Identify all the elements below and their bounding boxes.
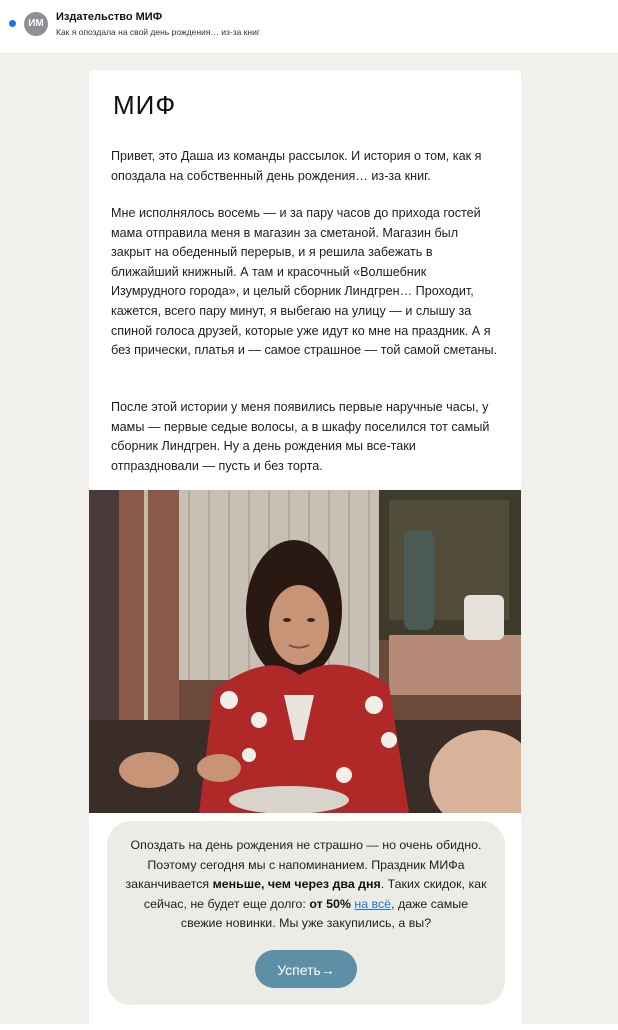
sender-name[interactable]: Издательство МИФ	[56, 11, 163, 23]
story-paragraph: Мне исполнялось восемь — и за пару часов до прихода гостей мама отправила меня в магазин за сметаной. Магазин был закрыт на обеденный перерыв, и я решила забежать в ближайший книжный. А там и красочный «Волшебник Изумрудного города», и целый сборник Линдгрен… Проходит, кажется, всего пару минут, я выбегаю на улицу — и слышу за спиной голоса друзей, которые уже идут ко мне на праздник. А я без прически, платья и — самое страшное — той самой сметаны.	[111, 206, 498, 358]
email-subject: Как я опоздала на свой день рождения… из-за книг	[56, 27, 260, 37]
promo-deadline: меньше, чем через два дня	[212, 877, 381, 891]
all-items-link[interactable]: на всё	[354, 896, 392, 911]
promo-discount: от 50%	[309, 896, 351, 911]
intro-paragraph: Привет, это Даша из команды рассылок. И история о том, как я опоздала на собственный день рождения… из-за книг.	[111, 149, 482, 183]
email-header	[0, 0, 618, 54]
childhood-photo	[89, 490, 521, 813]
promo-block	[107, 821, 505, 1005]
sender-avatar: ИМ	[24, 12, 48, 36]
hurry-button[interactable]: Успеть→	[255, 950, 357, 988]
unread-indicator	[9, 20, 16, 27]
email-card	[89, 70, 521, 1030]
promo-text: Опоздать на день рождения не страшно — но очень обидно. Поэтому сегодня мы с напоминанием. Праздник МИФа заканчивается меньше, чем через два дня. Таких скидок, как сейчас, не будет еще долго: от 50% на всё, даже самые свежие новинки. Мы уже закупились, а вы?	[125, 838, 487, 930]
email-body-canvas	[0, 54, 618, 1024]
aftermath-paragraph: После этой истории у меня появились первые наручные часы, у мамы — первые седые волосы, а в шкафу поселился тот самый сборник Линдгрен. Ну а день рождения мы все-таки отпраздновали — пусть и без торта.	[111, 400, 490, 473]
mif-logo: МИФ	[113, 90, 177, 120]
